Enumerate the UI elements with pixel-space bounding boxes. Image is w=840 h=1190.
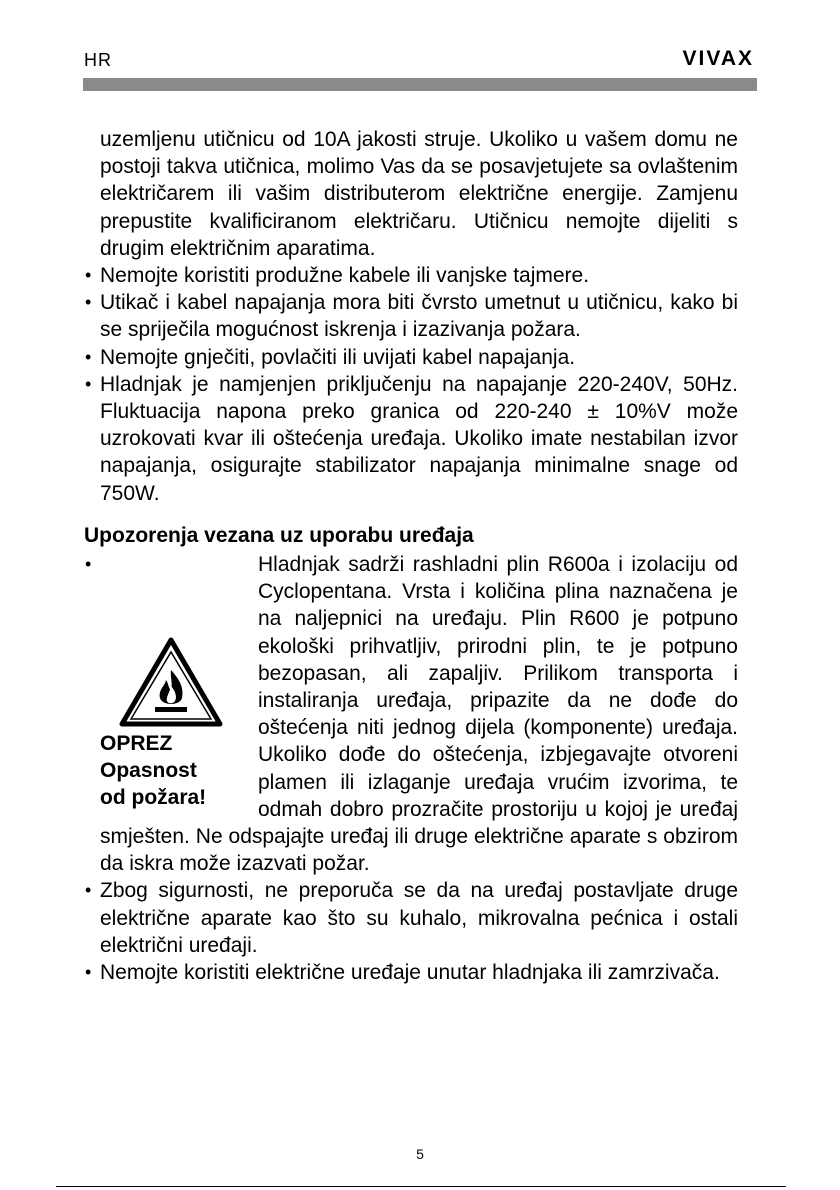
warning-line-1: Opasnost: [100, 759, 197, 783]
intro-paragraph: uzemljenu utičnicu od 10A jakosti struje. Ukoliko u vašem domu ne postoji takva utičnica, molimo Vas da se posavjetujete sa ovlaštenim električarem ili vašim distributerom električne energije. Zamjenu prepustite kvalificiranom električaru. Utičnicu nemojte dijeliti s drugim električnim aparatima.: [100, 128, 738, 260]
section-heading: Upozorenja vezana uz uporabu uređaja: [84, 523, 474, 547]
gas-paragraph: Hladnjak sadrži rashladni plin R600a i izolaciju od Cyclopentana. Vrsta i količina plina naznačena je na naljepnici na uređaju. Plin R600 je potpuno ekološki prihvatljiv, prirodni plin, te je potpuno bezopasan, ali zapaljiv. Prilikom transporta i instaliranja uređaja, pripazite da ne dođe do oštećenja niti jednog dijela (komponente) uređaja. Ukoliko dođe do oštećenja, izbjegavajte otvoreni plamen ili izlaganje uređaja vrućim izvorima, te odmah dobro prozračite prostoriju u kojoj je uređaj smješten. Ne odspajajte uređaj ili druge električne aparate s obzirom da iskra može izazvati požar.: [100, 553, 738, 876]
list-item: • Zbog sigurnosti, ne preporuča se da na uređaj postavljate druge električne aparate kao što su kuhalo, mikrovalna pećnica i ostali električni uređaji.: [84, 877, 738, 959]
list-item: • Hladnjak je namjenjen priključenju na napajanje 220-240V, 50Hz. Fluktuacija napona preko granica od 220-240 ± 10%V može uzrokovati kvar ili oštećenja uređaja. Ukoliko imate nestabilan izvor napajanja, osigurajte stabilizator napajanja minimalne snage od 750W.: [84, 371, 738, 507]
warning-line-2: od požara!: [100, 786, 207, 810]
page-number: 5: [416, 1146, 424, 1162]
warning-title: • OPREZ: [100, 732, 173, 756]
list-item: • Utikač i kabel napajanja mora biti čvrsto umetnut u utičnicu, kako bi se spriječila mogućnost iskrenja i izazivanja požara.: [84, 289, 738, 343]
fire-warning-figure: [100, 636, 242, 811]
list-item: • Nemojte koristiti produžne kabele ili vanjske tajmere.: [84, 262, 738, 289]
flammable-warning-icon: [118, 636, 224, 728]
brand-logo: VIVAX: [682, 47, 754, 70]
header-language: HR: [84, 50, 112, 70]
list-item: • Nemojte gnječiti, povlačiti ili uvijati kabel napajanja.: [84, 344, 738, 371]
header-divider: [83, 78, 757, 91]
list-item-gas: [84, 551, 738, 877]
footer-divider: [56, 1186, 786, 1187]
list-item: • Nemojte koristiti električne uređaje unutar hladnjaka ili zamrzivača.: [84, 959, 738, 986]
page-content: [84, 126, 738, 986]
